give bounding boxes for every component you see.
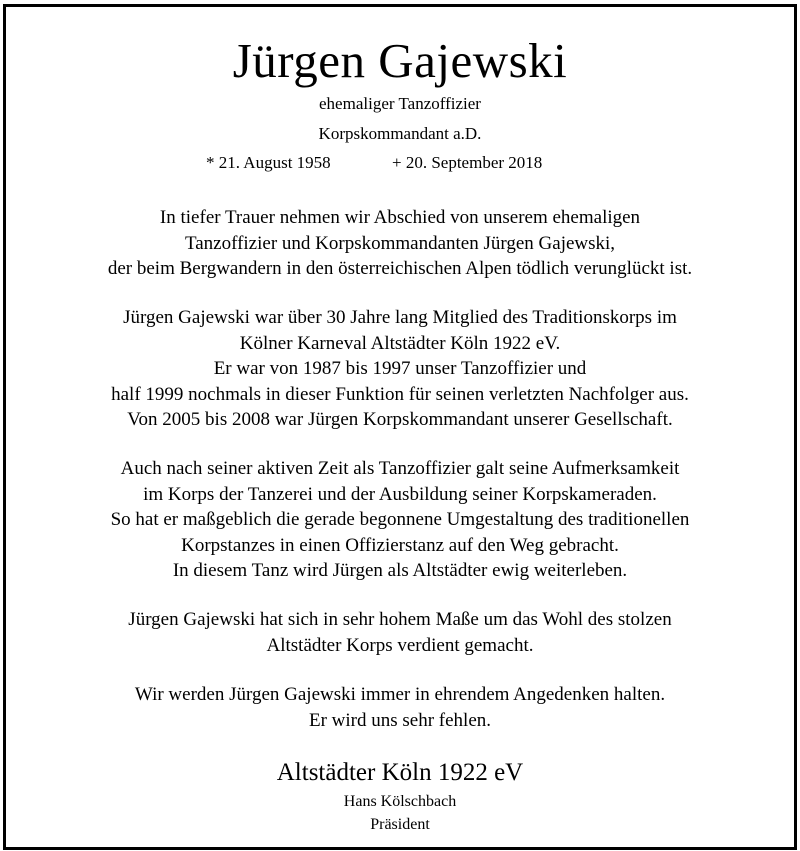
text-line: Er war von 1987 bis 1997 unser Tanzoffizier und [213,358,587,379]
text-line: Jürgen Gajewski hat sich in sehr hohem Maße um das Wohl des stolzen [128,609,672,630]
text-line: Tanzoffizier und Korpskommandanten Jürgen Gajewski, [184,232,616,254]
death-date: + 20. September 2018 [392,153,543,172]
text-line: half 1999 nochmals in dieser Funktion für seinen verletzten Nachfolger aus. [111,383,689,405]
text-line: Auch nach seiner aktiven Zeit als Tanzoffizier galt seine Aufmerksamkeit [120,458,680,479]
text-line: So hat er maßgeblich die gerade begonnene Umgestaltung des traditionellen [110,509,690,530]
signer-role: Präsident [370,816,430,833]
birth-date: * 21. August 1958 [206,153,331,172]
text-line: im Korps der Tanzerei und der Ausbildung seiner Korpskameraden. [143,483,657,505]
text-line: In tiefer Trauer nehmen wir Abschied von unserem ehemaligen [159,207,641,228]
organization-name: Altstädter Köln 1922 eV [276,759,524,786]
text-line: In diesem Tanz wird Jürgen als Altstädter ewig weiterleben. [172,560,628,581]
text-line: Er wird uns sehr fehlen. [308,709,492,731]
text-line: Jürgen Gajewski war über 30 Jahre lang Mitglied des Traditionskorps im [123,307,677,328]
paragraph-legacy [20,456,780,584]
text-line: Korpstanzes in einen Offizierstanz auf den Weg gebracht. [181,534,619,556]
paragraph-remembrance [20,682,780,733]
paragraph-membership [20,305,780,433]
signer-name: Hans Kölschbach [343,793,457,810]
paragraph-farewell [20,205,780,282]
text-line: Kölner Karneval Altstädter Köln 1922 eV. [239,332,561,354]
honorary-title: Korpskommandant a.D. [318,124,482,143]
text-line: der beim Bergwandern in den österreichischen Alpen tödlich verunglückt ist. [107,258,693,279]
paragraph-merit [20,607,780,658]
text-line: Von 2005 bis 2008 war Jürgen Korpskommandant unserer Gesellschaft. [127,409,673,430]
text-line: Wir werden Jürgen Gajewski immer in ehrendem Angedenken halten. [134,684,666,705]
former-role: ehemaliger Tanzoffizier [319,94,481,113]
deceased-name: Jürgen Gajewski [232,33,568,88]
text-line: Altstädter Korps verdient gemacht. [266,634,534,656]
